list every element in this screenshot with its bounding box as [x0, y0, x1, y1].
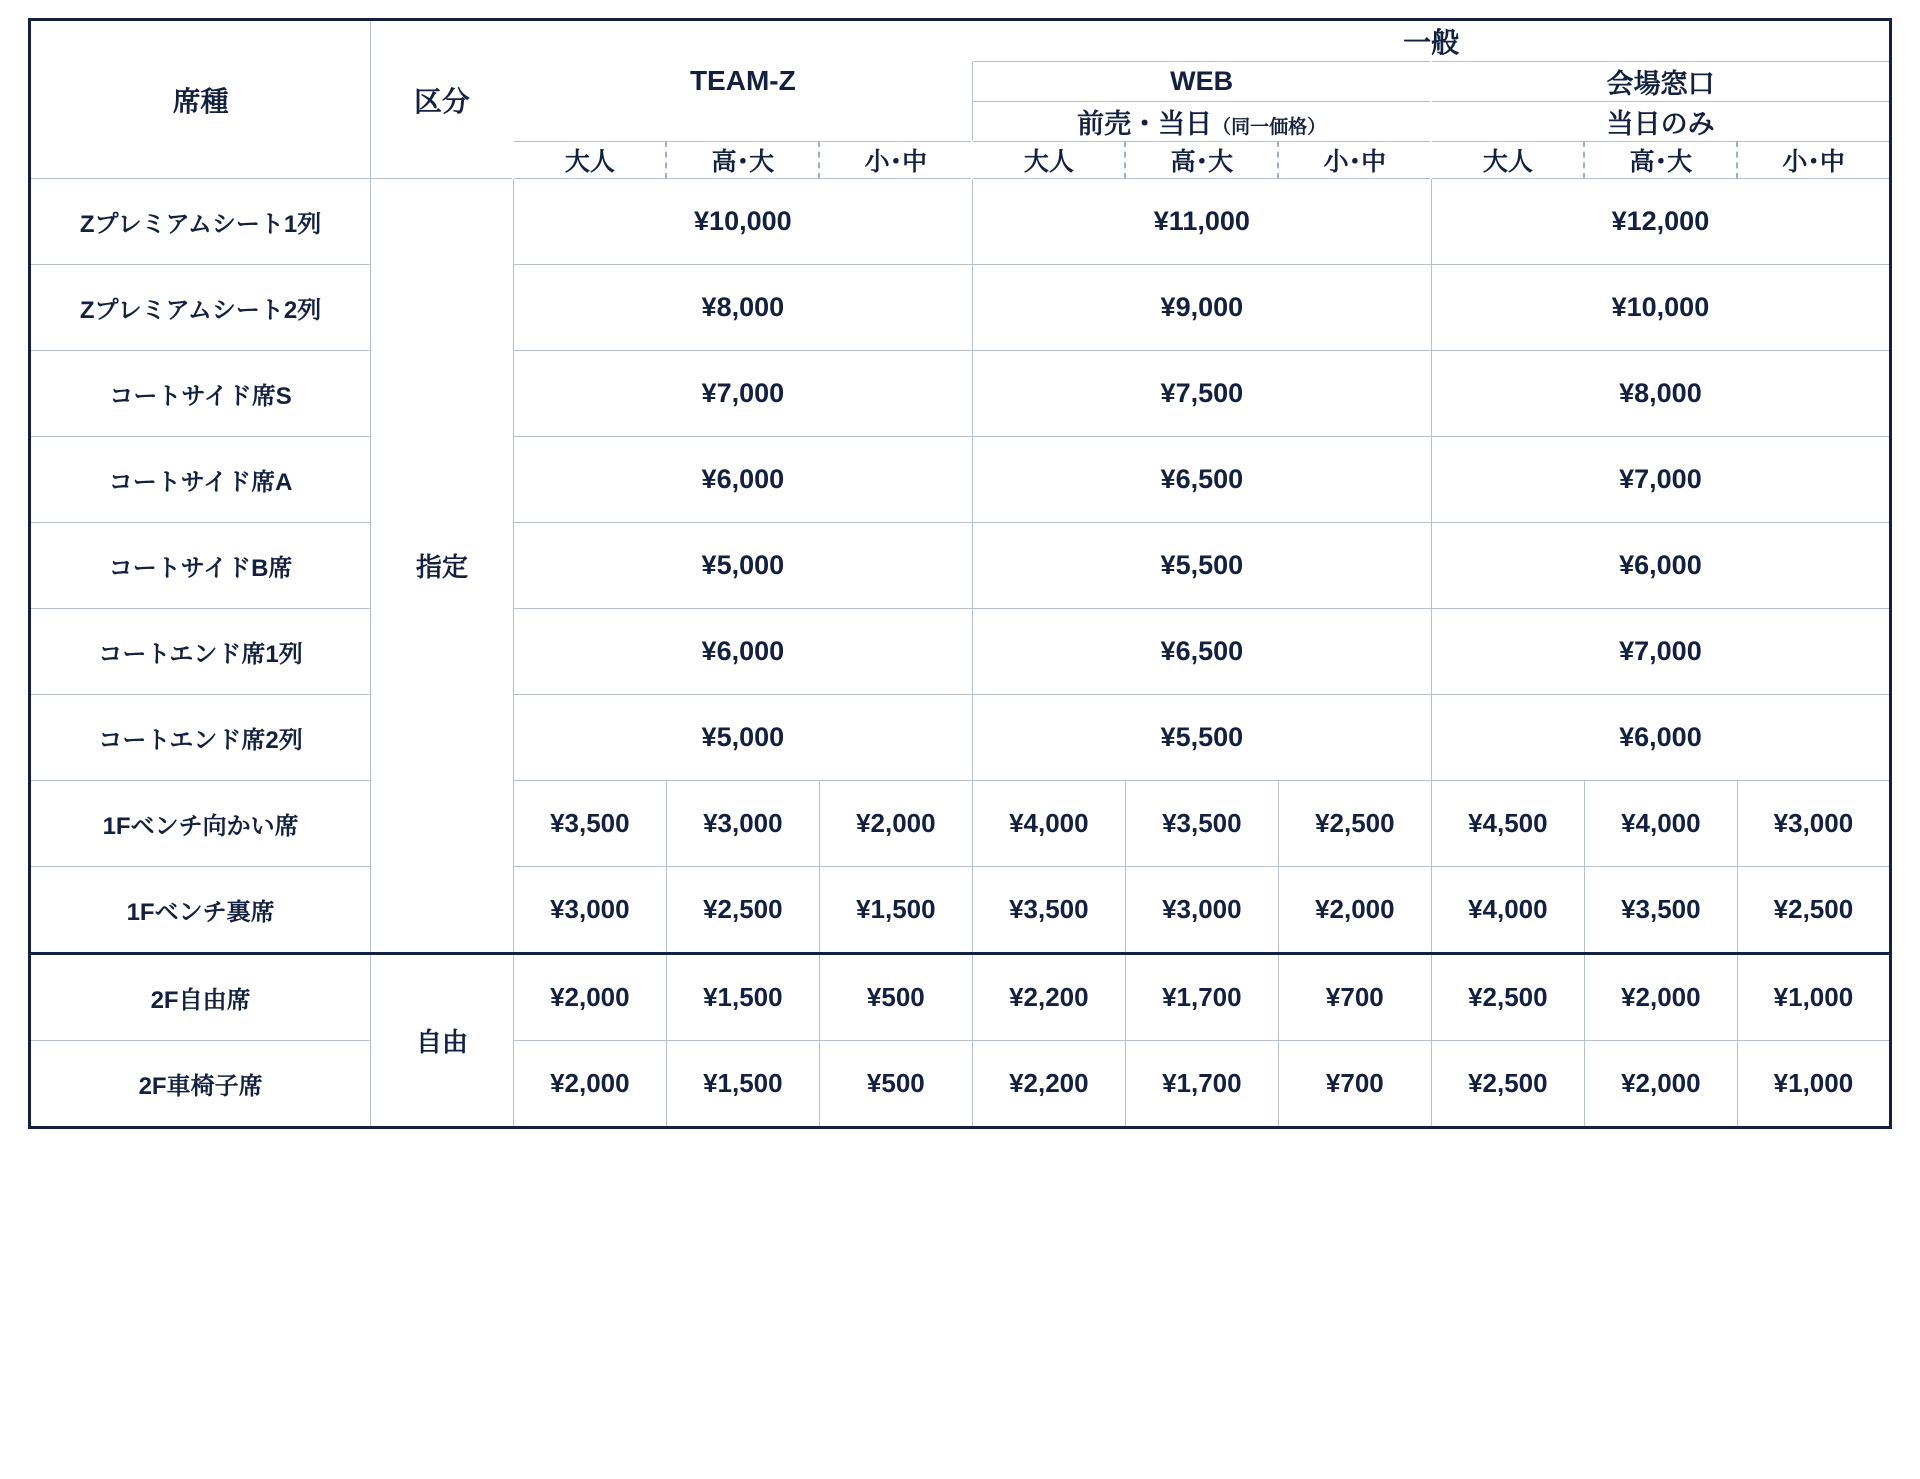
price-web-elem: ¥2,000	[1278, 867, 1431, 954]
price-venue-elem: ¥1,000	[1737, 1041, 1890, 1128]
price-venue: ¥8,000	[1431, 351, 1890, 437]
table-row	[30, 265, 1891, 351]
price-venue-hs: ¥3,500	[1584, 867, 1737, 954]
header-general: 一般	[972, 20, 1890, 62]
header-seat-type: 席種	[30, 20, 371, 179]
table-row	[30, 351, 1891, 437]
price-web: ¥9,000	[972, 265, 1431, 351]
price-web-hs: ¥3,000	[1125, 867, 1278, 954]
price-venue-hs: ¥2,000	[1584, 1041, 1737, 1128]
price-teamz-adult: ¥2,000	[513, 954, 666, 1041]
price-teamz-hs: ¥3,000	[666, 781, 819, 867]
price-teamz: ¥7,000	[513, 351, 972, 437]
price-venue-hs: ¥2,000	[1584, 954, 1737, 1041]
price-teamz-elem: ¥500	[819, 1041, 972, 1128]
price-teamz-elem: ¥2,000	[819, 781, 972, 867]
price-venue: ¥6,000	[1431, 523, 1890, 609]
price-web-hs: ¥1,700	[1125, 1041, 1278, 1128]
header-venue-elem-jhs: 小･中	[1737, 142, 1890, 179]
price-venue-elem: ¥3,000	[1737, 781, 1890, 867]
header-venue: 会場窓口	[1431, 62, 1890, 102]
price-web: ¥6,500	[972, 437, 1431, 523]
header-web-note-paren: （同一価格）	[1212, 117, 1327, 138]
header-venue-hs-univ: 高･大	[1584, 142, 1737, 179]
price-web: ¥5,500	[972, 523, 1431, 609]
seat-name: 2F自由席	[30, 954, 371, 1041]
header-teamz-elem-jhs: 小･中	[819, 142, 972, 179]
price-teamz-hs: ¥2,500	[666, 867, 819, 954]
header-web-note	[972, 102, 1431, 142]
price-web: ¥5,500	[972, 695, 1431, 781]
price-web-hs: ¥1,700	[1125, 954, 1278, 1041]
table-row	[30, 523, 1891, 609]
price-venue: ¥7,000	[1431, 609, 1890, 695]
seat-name: Zプレミアムシート2列	[30, 265, 371, 351]
price-teamz-adult: ¥3,000	[513, 867, 666, 954]
price-venue-adult: ¥4,000	[1431, 867, 1584, 954]
price-web-adult: ¥4,000	[972, 781, 1125, 867]
table-row	[30, 695, 1891, 781]
price-web-adult: ¥3,500	[972, 867, 1125, 954]
seat-name: Zプレミアムシート1列	[30, 179, 371, 265]
price-venue: ¥6,000	[1431, 695, 1890, 781]
price-venue: ¥12,000	[1431, 179, 1890, 265]
price-venue: ¥10,000	[1431, 265, 1890, 351]
table-row	[30, 867, 1891, 954]
header-row-1	[30, 20, 1891, 62]
header-teamz-adult: 大人	[513, 142, 666, 179]
price-teamz-hs: ¥1,500	[666, 1041, 819, 1128]
header-web-adult: 大人	[972, 142, 1125, 179]
price-web-elem: ¥2,500	[1278, 781, 1431, 867]
header-web-hs-univ: 高･大	[1125, 142, 1278, 179]
price-teamz-elem: ¥500	[819, 954, 972, 1041]
price-web-elem: ¥700	[1278, 954, 1431, 1041]
price-teamz: ¥5,000	[513, 523, 972, 609]
header-category: 区分	[371, 20, 514, 179]
price-venue-adult: ¥2,500	[1431, 954, 1584, 1041]
table-row	[30, 609, 1891, 695]
seat-name: 1Fベンチ向かい席	[30, 781, 371, 867]
seat-name: 2F車椅子席	[30, 1041, 371, 1128]
header-venue-adult: 大人	[1431, 142, 1584, 179]
seat-name: コートサイド席S	[30, 351, 371, 437]
price-teamz-elem: ¥1,500	[819, 867, 972, 954]
price-teamz-adult: ¥3,500	[513, 781, 666, 867]
price-venue-elem: ¥2,500	[1737, 867, 1890, 954]
table-row	[30, 1041, 1891, 1128]
seat-name: コートエンド席1列	[30, 609, 371, 695]
ticket-price-table	[28, 18, 1892, 1129]
price-web-elem: ¥700	[1278, 1041, 1431, 1128]
price-teamz: ¥5,000	[513, 695, 972, 781]
price-venue-adult: ¥2,500	[1431, 1041, 1584, 1128]
table-row	[30, 954, 1891, 1041]
price-teamz: ¥8,000	[513, 265, 972, 351]
seat-name: コートサイドB席	[30, 523, 371, 609]
header-venue-note: 当日のみ	[1431, 102, 1890, 142]
price-teamz: ¥6,000	[513, 609, 972, 695]
category-free: 自由	[371, 954, 514, 1128]
price-venue-hs: ¥4,000	[1584, 781, 1737, 867]
price-table-body	[30, 179, 1891, 1128]
seat-name: コートエンド席2列	[30, 695, 371, 781]
header-team-z: TEAM-Z	[513, 20, 972, 142]
seat-name: コートサイド席A	[30, 437, 371, 523]
price-web: ¥6,500	[972, 609, 1431, 695]
price-web-adult: ¥2,200	[972, 954, 1125, 1041]
seat-name: 1Fベンチ裏席	[30, 867, 371, 954]
price-web-hs: ¥3,500	[1125, 781, 1278, 867]
price-web: ¥11,000	[972, 179, 1431, 265]
category-reserved: 指定	[371, 179, 514, 954]
price-venue-elem: ¥1,000	[1737, 954, 1890, 1041]
price-venue: ¥7,000	[1431, 437, 1890, 523]
header-teamz-hs-univ: 高･大	[666, 142, 819, 179]
price-teamz: ¥6,000	[513, 437, 972, 523]
price-venue-adult: ¥4,500	[1431, 781, 1584, 867]
price-teamz: ¥10,000	[513, 179, 972, 265]
table-row	[30, 437, 1891, 523]
price-teamz-adult: ¥2,000	[513, 1041, 666, 1128]
table-row	[30, 781, 1891, 867]
header-web: WEB	[972, 62, 1431, 102]
table-row	[30, 179, 1891, 265]
header-web-note-main: 前売・当日	[1077, 109, 1213, 139]
header-web-elem-jhs: 小･中	[1278, 142, 1431, 179]
price-web-adult: ¥2,200	[972, 1041, 1125, 1128]
price-teamz-hs: ¥1,500	[666, 954, 819, 1041]
price-web: ¥7,500	[972, 351, 1431, 437]
